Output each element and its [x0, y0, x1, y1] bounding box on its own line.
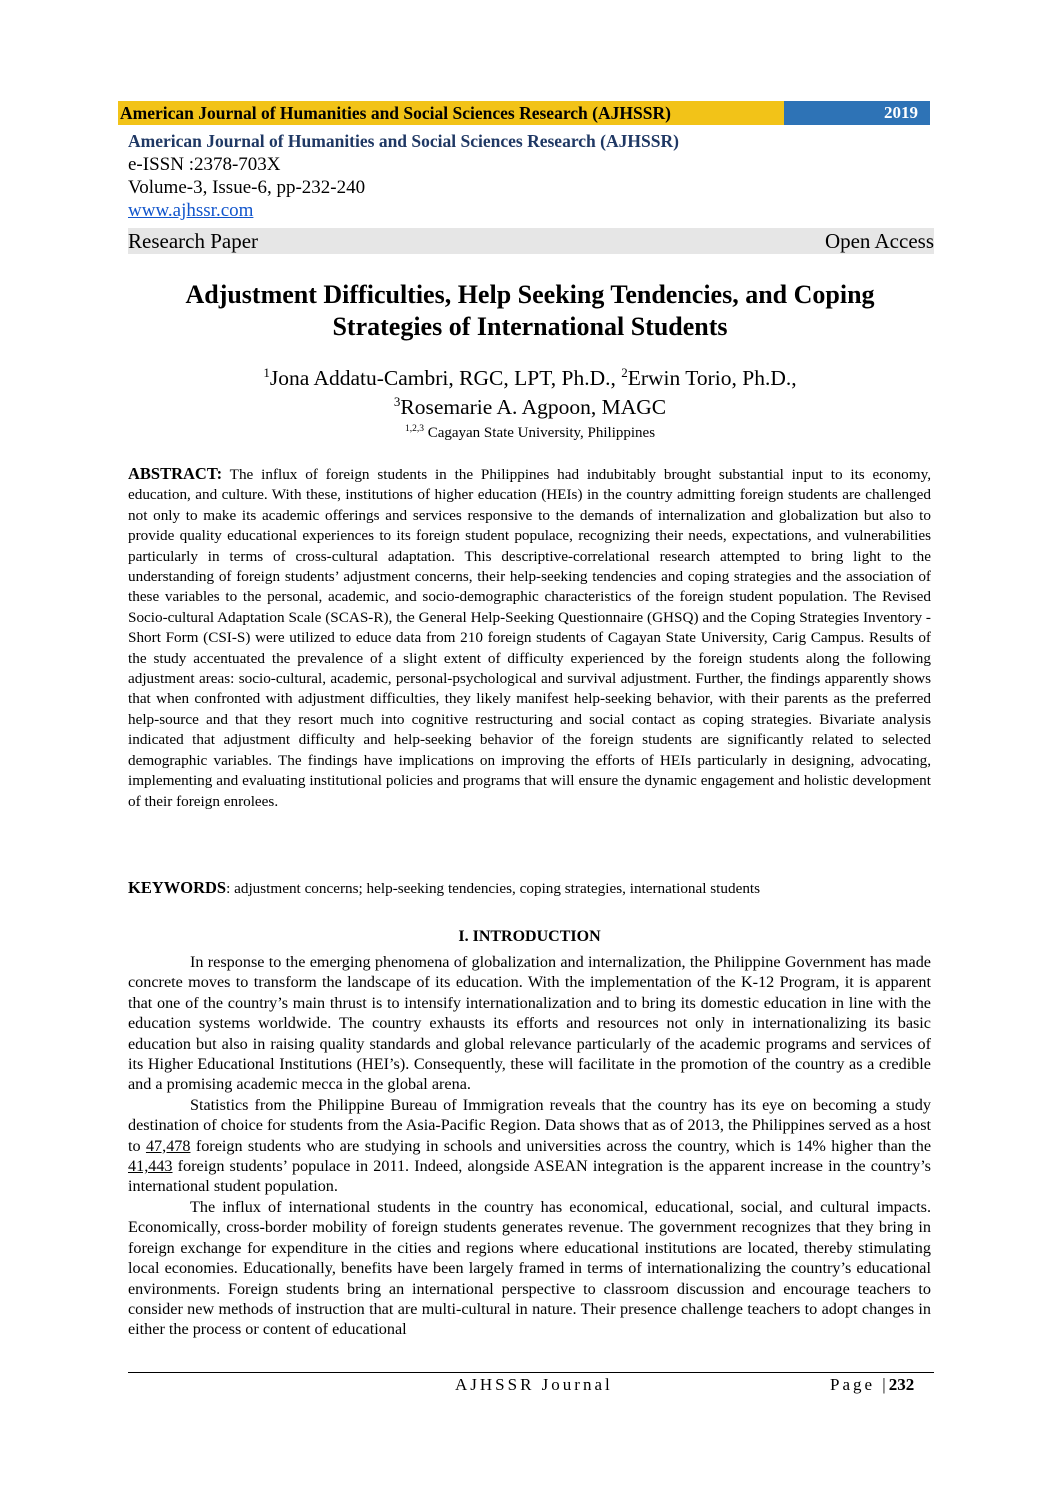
- intro-p2-text-b: foreign students who are studying in schools and universities across the country, which is 14% higher than the: [190, 1136, 931, 1155]
- footer-page: [830, 1375, 914, 1395]
- affiliation: [120, 423, 940, 443]
- paper-type-label: Research Paper: [128, 229, 259, 253]
- intro-p2-text-a: Statistics from the Philippine Bureau of Immigration reveals that the country has its eye on becoming a study destination of choice for students from the Asia-Pacific Region. Data shows that as of 2013, the Philippines served as a host to: [128, 1095, 931, 1155]
- introduction-body: [128, 952, 931, 1340]
- journal-title: American Journal of Humanities and Social Sciences Research (AJHSSR): [128, 131, 679, 151]
- author-1-marker: 1: [263, 365, 270, 380]
- author-list: [120, 364, 940, 422]
- keywords-text: : adjustment concerns; help-seeking tendencies, coping strategies, international students: [226, 880, 761, 897]
- affiliation-text: Cagayan State University, Philippines: [423, 425, 656, 441]
- footer-rule: [128, 1372, 934, 1373]
- footer-journal: AJHSSR Journal: [455, 1375, 613, 1394]
- author-2: Erwin Torio, Ph.D.,: [627, 366, 797, 390]
- author-3-marker: 3: [393, 394, 401, 409]
- intro-p2-text-c: foreign students’ populace in 2011. Indeed, alongside ASEAN integration is the apparent increase in the country’s international student population.: [128, 1157, 931, 1196]
- running-header-year: 2019: [784, 101, 930, 125]
- journal-issn: e-ISSN :2378-703X: [128, 154, 281, 175]
- footer-page-number: 232: [888, 1375, 915, 1394]
- keywords-label: KEYWORDS: [128, 878, 227, 897]
- author-line-2: [120, 393, 940, 422]
- section-heading: I. INTRODUCTION: [458, 928, 601, 945]
- running-header: [118, 101, 930, 125]
- stat-2011-students: 41,443: [128, 1157, 173, 1176]
- abstract-label: ABSTRACT:: [128, 464, 223, 483]
- footer-page-label: Page |: [830, 1375, 889, 1394]
- affiliation-marker: 1,2,3: [404, 424, 424, 434]
- author-1: Jona Addatu-Cambri, RGC, LPT, Ph.D.,: [269, 366, 622, 390]
- journal-info: [128, 130, 679, 222]
- author-2-marker: 2: [621, 365, 628, 380]
- stat-2013-students: 47,478: [145, 1136, 191, 1155]
- journal-website-link[interactable]: www.ajhssr.com: [128, 200, 254, 221]
- intro-paragraph-2: [128, 1095, 931, 1197]
- paper-title: [120, 279, 940, 343]
- abstract-text: The influx of foreign students in the Philippines had indubitably brought substantial input to its economy, education, and culture. With these, institutions of higher education (HEIs) in the country admitting foreign students are challenged not only to make its academic offerings and services responsive to the demands of internalization and globalization but also to provide quality educational experiences to its foreign student populace, recognizing their needs, expectations, and vulnerabilities particularly in terms of cross-cultural adaptation. This descriptive-correlational research attempted to bring light to the understanding of foreign students’ adjustment concerns, their help-seeking tendencies and coping strategies and the association of these variables to the personal, academic, and socio-demographic characteristics of the foreign student population. The Revised Socio-cultural Adaptation Scale (SCAS-R), the General Help-Seeking Questionnaire (GHSQ) and the Coping Strategies Inventory - Short Form (CSI-S) were utilized to educe data from 210 foreign students of Cagayan State University, Carig Campus. Results of the study accentuated the prevalence of a slight extent of difficulty experienced by the foreign students along the following adjustment areas: socio-cultural, academic, personal-psychological and survival adjustment. Further, the findings apparently shows that when confronted with adjustment difficulties, they likely manifest help-seeking behavior, with their parents as the preferred help-source and that they resort much into cognitive restructuring and social contact as coping strategies. Bivariate analysis indicated that adjustment difficulty and help-seeking behavior of the foreign students are significantly related to selected demographic variables. The findings have implications on improving the efforts of HEIs particularly in designing, advocating, implementing and evaluating institutional policies and programs that will ensure the dynamic engagement and holistic development of their foreign enrolees.: [128, 466, 931, 810]
- author-3: Rosemarie A. Agpoon, MAGC: [400, 395, 667, 419]
- journal-volume: Volume-3, Issue-6, pp-232-240: [128, 177, 366, 198]
- paper-type-bar: [128, 228, 934, 254]
- access-type-label: Open Access: [824, 229, 934, 253]
- paper-title-line-2: Strategies of International Students: [332, 312, 728, 341]
- paper-title-line-1: Adjustment Difficulties, Help Seeking Tendencies, and Coping: [185, 280, 875, 309]
- abstract: [128, 464, 931, 812]
- running-header-journal: American Journal of Humanities and Social Sciences Research (AJHSSR): [118, 101, 784, 125]
- author-line-1: [120, 364, 940, 393]
- intro-paragraph-1: In response to the emerging phenomena of globalization and internalization, the Philippine Government has made concrete moves to transform the landscape of its education. With the implementation of the K-12 Program, it is apparent that one of the country’s main thrust is to intensify internationalization and to bring its domestic education in line with the education systems worldwide. The country exhausts its efforts and resources not only in internationalizing its basic education but also in raising quality standards and global relevance particularly of the academic programs and services of its Higher Educational Institutions (HEI’s). Consequently, these will facilitate in the promotion of the country as a credible and a promising academic mecca in the global arena.: [128, 953, 931, 1094]
- intro-paragraph-3: The influx of international students in the country has economical, educational, social, and cultural impacts. Economically, cross-border mobility of foreign students generates revenue. The government recognizes that they bring in foreign exchange for expenditure in the cities and regions where educational institutions are located, thereby stimulating local economies. Educationally, benefits have been largely framed in terms of internationalizing the country’s educational environments. Foreign students bring an international perspective to classroom discussion and encourage teachers to consider new methods of instruction that are multi-cultural in nature. Their presence challenge teachers to adopt changes in either the process or content of educational: [128, 1197, 931, 1339]
- keywords: [128, 878, 931, 899]
